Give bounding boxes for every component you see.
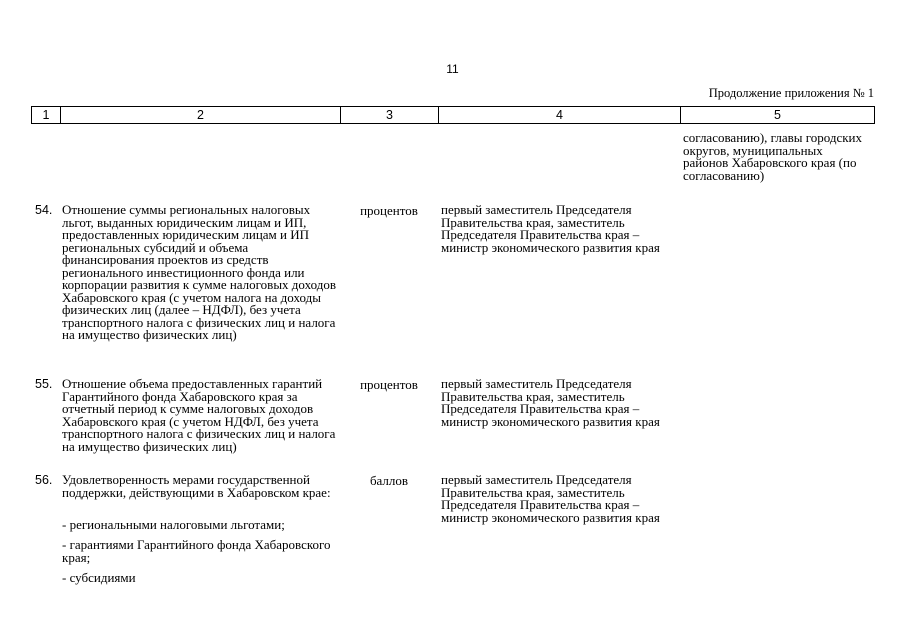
header-col-2: 2 <box>61 107 341 124</box>
row-number: 54. <box>35 203 53 217</box>
indicator-name: Удовлетворенность мерами государственной поддержки, действующими в Хабаровском крае: <box>62 472 331 500</box>
sub-item: - гарантиями Гарантийного фонда Хабаровского края; <box>62 537 331 565</box>
row-number: 55. <box>35 377 53 391</box>
responsible-official: первый заместитель Председателя Правительства края, заместитель Председателя Правительства края – министр экономического развития края <box>441 376 660 429</box>
sub-item: - субсидиями <box>62 570 136 585</box>
column-header-row <box>31 106 875 124</box>
indicator-name: Отношение суммы региональных налоговых льгот, выданных юридическим лицам и ИП, предоставленных юридическим лицам и ИП региональных субсидий и объема финансирования проектов из средств регионального инвестиционного фонда или корпорации развития к сумме налоговых доходов Хабаровского края (с учетом налога на доходы физических лиц (далее – НДФЛ), без учета транспортного налога с физических лиц и налога на имущество физических лиц) <box>62 202 336 342</box>
header-col-5: 5 <box>681 107 875 124</box>
header-col-3: 3 <box>341 107 439 124</box>
page-number: 11 <box>446 62 459 76</box>
unit-of-measure: баллов <box>369 473 409 488</box>
header-col-4: 4 <box>439 107 681 124</box>
responsible-official: первый заместитель Председателя Правительства края, заместитель Председателя Правительства края – министр экономического развития края <box>441 472 660 525</box>
row-number: 56. <box>35 473 53 487</box>
carryover-responsible: согласованию), главы городских округов, муниципальных районов Хабаровского края (по согласованию) <box>683 130 863 183</box>
header-col-1: 1 <box>32 107 61 124</box>
unit-of-measure: процентов <box>360 203 418 218</box>
indicator-name: Отношение объема предоставленных гарантий Гарантийного фонда Хабаровского края за отчетный период к сумме налоговых доходов Хабаровского края (с учетом НДФЛ, без учета транспортного налога с физических лиц и налога на имущество физических лиц) <box>62 376 336 454</box>
appendix-label: Продолжение приложения № 1 <box>708 86 874 100</box>
sub-item: - региональными налоговыми льготами; <box>62 517 285 532</box>
unit-of-measure: процентов <box>360 377 418 392</box>
responsible-official: первый заместитель Председателя Правительства края, заместитель Председателя Правительства края – министр экономического развития края <box>441 202 660 255</box>
